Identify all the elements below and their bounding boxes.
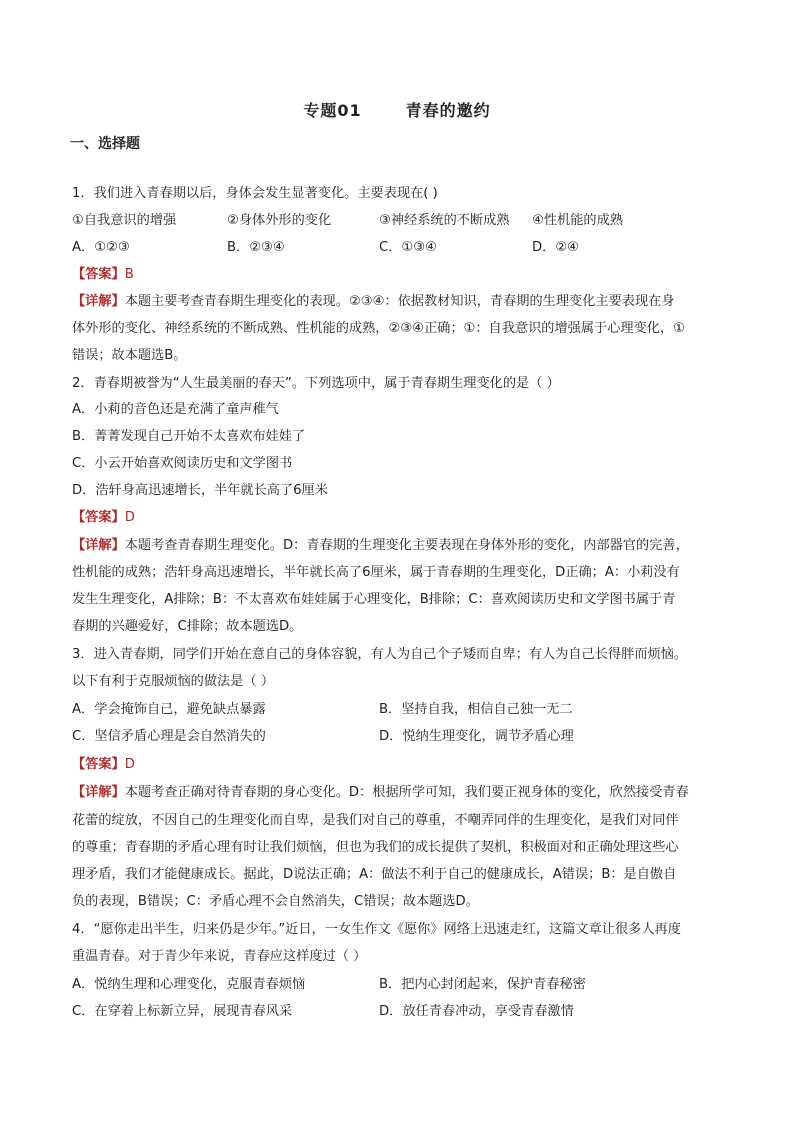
detail-tag: 【详解】 xyxy=(72,538,125,553)
q2-option-d: D．浩轩身高迅速增长，半年就长高了6厘米 xyxy=(72,483,328,498)
answer-tag: 【答案】 xyxy=(72,757,125,772)
q2-option-b: B．菁菁发现自己开始不太喜欢布娃娃了 xyxy=(72,429,306,444)
question-2-stem: 2．青春期被誉为“人生最美丽的春天”。下列选项中，属于青春期生理变化的是（ ） xyxy=(72,376,560,391)
question-4-stem: 4．“愿你走出半生，归来仍是少年。”近日，一女生作文《愿你》网络上迅速走红，这篇文章让很多人再度 xyxy=(72,922,681,937)
q4-option-c: C．在穿着上标新立异，展现青春风采 xyxy=(72,1004,293,1019)
title-topic-number: 专题01 xyxy=(303,101,362,120)
question-2-detail-line xyxy=(72,536,689,556)
q2-option-c: C．小云开始喜欢阅读历史和文学图书 xyxy=(72,456,293,471)
q2-option-a: A．小莉的音色还是充满了童声稚气 xyxy=(72,402,279,417)
detail-tag: 【详解】 xyxy=(72,785,125,800)
section-heading: 一、选择题 xyxy=(70,136,140,152)
answer-value: D xyxy=(124,510,135,525)
q1-option-b: B．②③④ xyxy=(227,240,285,255)
q1-option-a: A．①②③ xyxy=(72,240,130,255)
question-1-detail-line: 错误；故本题选B。 xyxy=(72,348,187,363)
q1-option-c: C．①③④ xyxy=(379,240,437,255)
q4-option-a: A．悦纳生理和心理变化，克服青春烦恼 xyxy=(72,977,306,992)
question-3-detail-line xyxy=(72,783,689,803)
question-3-detail-line: 花蕾的绽放，不因自己的生理变化而自卑，是我们对自己的尊重，不嘲弄同伴的生理变化，是我们对同伴 xyxy=(72,813,679,828)
title-topic-name: 青春的邀约 xyxy=(405,101,491,120)
q3-option-a: A．学会掩饰自己，避免缺点暴露 xyxy=(72,702,266,717)
q1-item: ③神经系统的不断成熟 xyxy=(379,213,510,228)
question-2-detail-line: 性机能的成熟；浩轩身高迅速增长，半年就长高了6厘米，属于青春期的生理变化，D正确；A：小莉没有 xyxy=(72,565,680,580)
question-3-detail-line: 负的表现，B错误；C：矛盾心理不会自然消失，C错误；故本题选D。 xyxy=(72,894,479,909)
question-3-detail-line: 理矛盾，我们才能健康成长。据此，D说法正确；A：做法不利于自己的健康成长，A错误；B：是自傲自 xyxy=(72,867,677,882)
question-4-stem: 重温青春。对于青少年来说，青春应这样度过（ ） xyxy=(72,949,367,964)
question-2-answer xyxy=(72,508,135,528)
q4-option-d: D．放任青春冲动，享受青春激情 xyxy=(379,1004,574,1019)
question-1-stem: 1．我们进入青春期以后，身体会发生显著变化。主要表现在( ) xyxy=(72,186,438,201)
question-1-answer xyxy=(72,265,134,285)
question-3-stem: 3．进入青春期，同学们开始在意自己的身体容貌，有人为自己个子矮而自卑；有人为自己长得胖而烦恼。 xyxy=(72,647,688,662)
question-1-detail-line: 体外形的变化、神经系统的不断成熟、性机能的成熟，②③④正确；①：自我意识的增强属于心理变化，① xyxy=(72,321,685,336)
q4-option-b: B．把内心封闭起来，保护青春秘密 xyxy=(379,977,586,992)
q1-item: ②身体外形的变化 xyxy=(227,213,332,228)
answer-value: B xyxy=(124,267,134,282)
q1-item: ④性机能的成熟 xyxy=(532,213,623,228)
answer-tag: 【答案】 xyxy=(72,267,125,282)
question-3-answer xyxy=(72,755,135,775)
answer-tag: 【答案】 xyxy=(72,510,125,525)
question-1-detail-line xyxy=(72,292,675,312)
q3-option-d: D．悦纳生理变化，调节矛盾心理 xyxy=(379,729,574,744)
question-3-stem: 以下有利于克服烦恼的做法是（ ） xyxy=(72,674,275,689)
detail-text: 本题考查青春期生理变化。D：青春期的生理变化主要表现在身体外形的变化，内部器官的完善， xyxy=(124,538,689,553)
detail-text: 本题考查正确对待青春期的身心变化。D：根据所学可知，我们要正视身体的变化，欣然接受青春 xyxy=(124,785,689,800)
question-3-detail-line: 的尊重；青春期的矛盾心理有时让我们烦恼，但也为我们的成长提供了契机，积极面对和正确处理这些心 xyxy=(72,840,679,855)
answer-value: D xyxy=(124,757,135,772)
detail-tag: 【详解】 xyxy=(72,294,125,309)
q1-item: ①自我意识的增强 xyxy=(72,213,177,228)
page-title xyxy=(0,98,794,121)
q3-option-b: B．坚持自我，相信自己独一无二 xyxy=(379,702,573,717)
detail-text: 本题主要考查青春期生理变化的表现。②③④：依据教材知识，青春期的生理变化主要表现在身 xyxy=(124,294,675,309)
question-2-detail-line: 春期的兴趣爱好，C排除；故本题选D。 xyxy=(72,619,303,634)
q3-option-c: C．坚信矛盾心理是会自然消失的 xyxy=(72,729,266,744)
q1-option-d: D．②④ xyxy=(532,240,579,255)
question-2-detail-line: 发生生理变化，A排除；B：不太喜欢布娃娃属于心理变化，B排除；C：喜欢阅读历史和文学图书属于青 xyxy=(72,592,676,607)
